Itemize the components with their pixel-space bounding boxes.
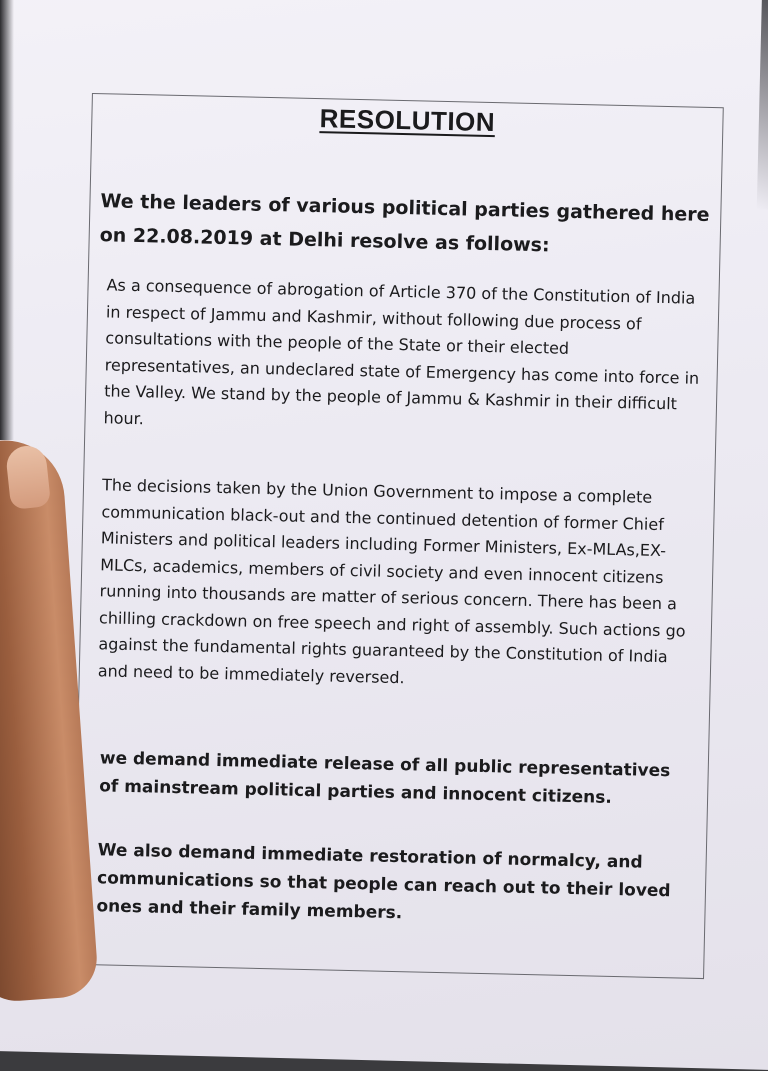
demand-restoration: We also demand immediate restoration of normalcy, and communications so that people can reach out to their loved ones and their family members. [96,840,671,924]
intro-statement: We the leaders of various political parties gathered here on 22.08.2019 at Delhi resolve as follows: [99,190,710,257]
paper-shadow [757,0,768,211]
document-title: RESOLUTION [319,103,496,138]
paragraph-article-370: As a consequence of abrogation of Article 370 of the Constitution of India in respect of Jammu and Kashmir, without following due process of consultations with the people of the State or their elected representatives, an undeclared state of Emergency has come into force in the Valley. We stand by the people of Jammu & Kashmir in their difficult hour. [103,275,700,428]
paragraph-union-government: The decisions taken by the Union Government to impose a complete communication black-out and the continued detention of former Chief Ministers and political leaders including Former Ministers, Ex-MLAs,EX-MLCs, academics, members of civil society and even innocent citizens running into thousands are matter of serious concern. There has been a chilling crackdown on free speech and right of assembly. Such actions go against the fundamental rights guaranteed by the Constitution of India and need to be immediately reversed. [97,475,686,687]
demand-release: we demand immediate release of all public representatives of mainstream political parties and innocent citizens. [98,748,671,808]
left-shadow [0,0,14,440]
document-page [72,93,724,979]
